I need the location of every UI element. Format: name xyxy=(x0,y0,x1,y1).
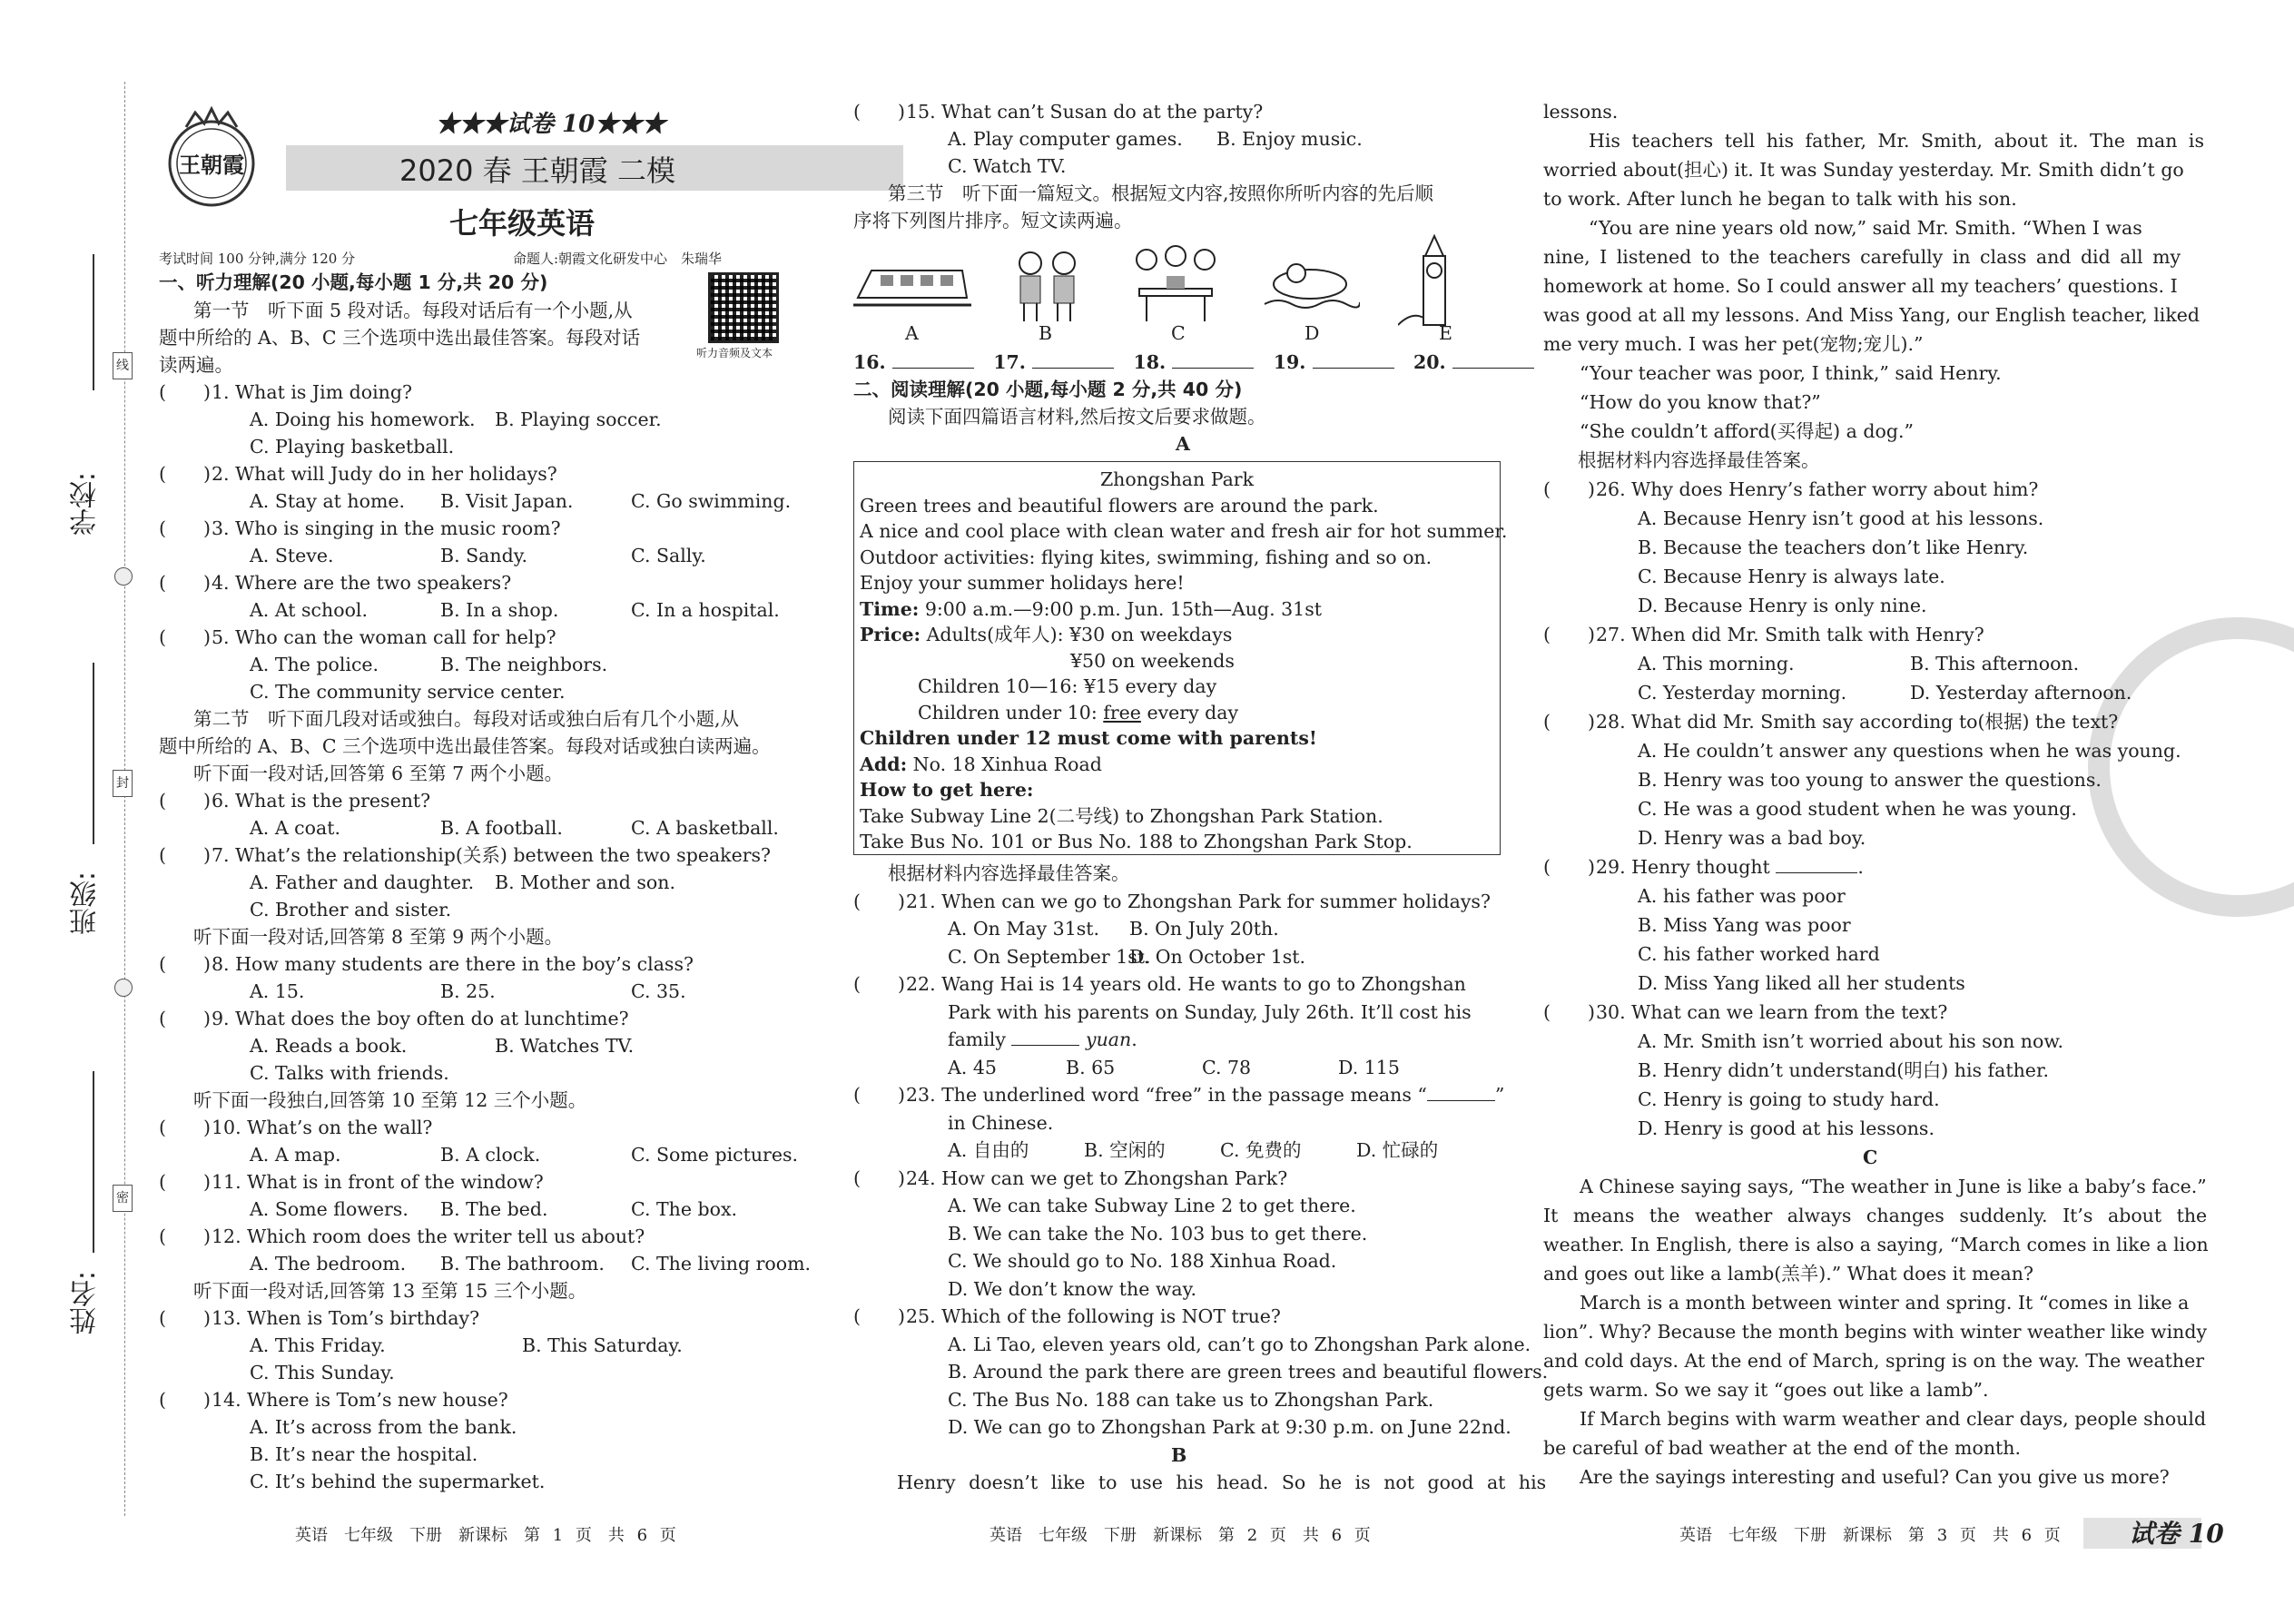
option-a[interactable]: A. Li Tao, eleven years old, can’t go to Zhongshan Park alone. xyxy=(948,1333,1531,1355)
part1-intro: 题中所给的 A、B、C 三个选项中选出最佳答案。每段对话 xyxy=(159,327,641,349)
exam-number: ★★★试卷 10★★★ xyxy=(436,111,666,138)
option-b[interactable]: B. This afternoon. xyxy=(1910,653,2080,674)
passage-b-text: “She couldn’t afford(买得起) a dog.” xyxy=(1580,420,1914,442)
author-info: 命题人:朝霞文化研发中心 朱瑞华 xyxy=(513,251,723,267)
exam-title: 2020 春 王朝霞 二模 xyxy=(399,153,675,188)
question-text: Park with his parents on Sunday, July 26th. It’ll cost his xyxy=(948,1000,1472,1023)
option-a[interactable]: A. A map. xyxy=(250,1144,341,1166)
passage-c-text: It means the weather always changes suddenly. It’s about the xyxy=(1543,1205,2208,1226)
qr-caption: 听力音频及文本 xyxy=(696,347,773,359)
page-footer: 英语 七年级 下册 新课标 第 1 页 共 6 页 xyxy=(295,1526,676,1545)
logo xyxy=(159,100,268,218)
option-a[interactable]: A. The bedroom. xyxy=(250,1253,407,1275)
passage-c-text: and goes out like a lamb(羔羊).” What does it mean? xyxy=(1543,1263,2033,1284)
unit-text: yuan xyxy=(1086,1029,1132,1050)
option-b[interactable]: B. Watches TV. xyxy=(495,1035,635,1057)
question-2: ( )2. What will Judy do in her holidays? xyxy=(159,463,557,485)
exam-subtitle: 七年级英语 xyxy=(449,206,596,241)
option-c[interactable]: C. 免费的 xyxy=(1220,1139,1302,1161)
option-a[interactable]: A. Stay at home. xyxy=(250,490,406,512)
question-text: 22. Wang Hai is 14 years old. He wants to go to Zhongshan xyxy=(906,973,1466,995)
question-text: 1. What is Jim doing? xyxy=(212,381,412,403)
passage-b-text: nine, I listened to the teachers carefully in class and did all my xyxy=(1543,246,2181,268)
option-b[interactable]: B. 65 xyxy=(1066,1056,1116,1078)
question-text: family yuan. xyxy=(948,1029,1137,1050)
binding-dashed-line xyxy=(124,82,125,1516)
picture-label-a: A xyxy=(905,322,919,344)
options xyxy=(159,978,812,1005)
question-29: ( )29. Henry thought . xyxy=(1543,856,1864,878)
passage-c-text: weather. In English, there is also a saying, “March comes in like a lion xyxy=(1543,1234,2209,1255)
question-text: in Chinese. xyxy=(948,1111,1054,1134)
option-c[interactable]: C. It’s behind the supermarket. xyxy=(250,1471,546,1492)
passage-b-label: B xyxy=(1171,1443,1187,1466)
question-25: ( )25. Which of the following is NOT true? xyxy=(853,1305,1281,1327)
passage-b-text: Henry doesn’t like to use his head. So he is not good at his xyxy=(897,1471,1547,1493)
option-a[interactable]: A. Play computer games. xyxy=(948,128,1183,150)
option-a[interactable]: A. his father was poor xyxy=(1638,885,1846,907)
option-c[interactable]: C. 78 xyxy=(1202,1056,1252,1078)
options xyxy=(159,1032,812,1059)
section-reading-title: 二、阅读理解(20 小题,每小题 2 分,共 40 分) xyxy=(853,379,1243,400)
page-footer: 英语 七年级 下册 新课标 第 3 页 共 6 页 xyxy=(1679,1526,2061,1545)
notice-label: How to get here: xyxy=(860,779,1034,801)
option-b[interactable]: B. Because the teachers don’t like Henry. xyxy=(1638,536,2029,558)
option-c[interactable]: C. Watch TV. xyxy=(948,155,1067,177)
option-d[interactable]: D. 115 xyxy=(1338,1056,1400,1078)
notice-line xyxy=(860,699,1494,725)
options xyxy=(159,869,812,896)
page-footer: 英语 七年级 下册 新课标 第 2 页 共 6 页 xyxy=(989,1526,1371,1545)
qr-code[interactable] xyxy=(708,272,779,343)
passage-b-text: lessons. xyxy=(1543,101,1619,123)
options xyxy=(159,406,812,433)
question-27: ( )27. When did Mr. Smith talk with Henry? xyxy=(1543,624,1984,645)
passage-c-text: lion”. Why? Because the month begins with winter weather like windy xyxy=(1543,1321,2208,1343)
question-text: 15. What can’t Susan do at the party? xyxy=(906,101,1264,123)
option-a[interactable]: A. Father and daughter. xyxy=(250,871,475,893)
question-1: ( )1. What is Jim doing? xyxy=(159,381,412,403)
question-text: 13. When is Tom’s birthday? xyxy=(212,1307,480,1329)
blank-label: 16. xyxy=(853,351,886,373)
option-c[interactable]: C. He was a good student when he was young. xyxy=(1638,798,2077,820)
option-b[interactable]: B. This Saturday. xyxy=(522,1334,683,1356)
options xyxy=(853,915,1507,943)
swimming-icon xyxy=(1260,248,1360,320)
picture-row xyxy=(853,234,1480,343)
listening-intro: 听下面一段对话,回答第 13 至第 15 三个小题。 xyxy=(193,1280,587,1302)
option-c[interactable]: C. The living room. xyxy=(631,1253,812,1275)
options xyxy=(853,943,1507,971)
notice-label: Time: xyxy=(860,597,920,620)
option-a[interactable]: A. A coat. xyxy=(250,817,340,839)
passage-c-label: C xyxy=(1863,1147,1878,1168)
options xyxy=(853,1054,1507,1082)
option-c[interactable]: C. 35. xyxy=(631,980,686,1002)
option-b[interactable]: B. A clock. xyxy=(440,1144,541,1166)
question-text: 26. Why does Henry’s father worry about him? xyxy=(1596,478,2039,500)
question-text: 3. Who is singing in the music room? xyxy=(212,517,561,539)
option-b[interactable]: B. Henry was too young to answer the questions. xyxy=(1638,769,2102,791)
option-a[interactable]: A. He couldn’t answer any questions when he was young. xyxy=(1638,740,2181,762)
question-11: ( )11. What is in front of the window? xyxy=(159,1171,544,1193)
question-30: ( )30. What can we learn from the text? xyxy=(1543,1001,1948,1023)
option-d[interactable]: D. On October 1st. xyxy=(1129,945,1306,968)
notice-title: Zhongshan Park xyxy=(1099,468,1255,490)
listening-intro: 听下面一段对话,回答第 8 至第 9 两个小题。 xyxy=(193,926,564,948)
option-a[interactable]: A. Reads a book. xyxy=(250,1035,408,1057)
clock-tower-icon xyxy=(1398,234,1471,330)
blank-label: 20. xyxy=(1413,351,1446,373)
part3-intro: 第三节 听下面一篇短文。根据短文内容,按照你所听内容的先后顺 xyxy=(888,182,1434,204)
option-a[interactable]: A. Doing his homework. xyxy=(250,408,476,430)
school-underline xyxy=(93,254,94,390)
option-a[interactable]: A. The police. xyxy=(250,654,379,675)
column-1 xyxy=(159,0,812,1624)
exam-tag: 试卷 10 xyxy=(2129,1519,2224,1549)
question-text: 27. When did Mr. Smith talk with Henry? xyxy=(1596,624,1984,645)
option-c[interactable]: C. Playing basketball. xyxy=(250,436,455,458)
question-list xyxy=(853,98,1507,234)
question-6: ( )6. What is the present? xyxy=(159,790,431,812)
question-text: 9. What does the boy often do at lunchtime? xyxy=(212,1008,629,1029)
question-9: ( )9. What does the boy often do at lunchtime? xyxy=(159,1008,629,1029)
picture-label-b: B xyxy=(1039,322,1053,344)
option-c[interactable]: C. We should go to No. 188 Xinhua Road. xyxy=(948,1250,1337,1272)
option-d[interactable]: D. We can go to Zhongshan Park at 9:30 p.m. on June 22nd. xyxy=(948,1416,1511,1438)
blank-label: 19. xyxy=(1273,351,1306,373)
question-24: ( )24. How can we get to Zhongshan Park? xyxy=(853,1166,1288,1189)
notice-price xyxy=(860,621,1494,647)
notice-text: every day xyxy=(1140,701,1239,723)
notice-time xyxy=(860,595,1494,622)
notice-line: Green trees and beautiful flowers are around the park. xyxy=(860,494,1379,517)
option-b[interactable]: B. 空闲的 xyxy=(1084,1139,1166,1161)
options xyxy=(1543,679,2201,708)
answer-blank-16[interactable] xyxy=(892,352,974,369)
question-14: ( )14. Where is Tom’s new house? xyxy=(159,1389,508,1411)
options xyxy=(159,542,812,569)
notice-line: Take Subway Line 2(二号线) to Zhongshan Park Station. xyxy=(860,804,1383,827)
option-a[interactable]: A. At school. xyxy=(250,599,368,621)
passage-c-text: Are the sayings interesting and useful? Can you give us more? xyxy=(1580,1466,2170,1488)
binding-hole xyxy=(114,567,133,586)
option-a[interactable]: A. Some flowers. xyxy=(250,1198,409,1220)
question-text: 5. Who can the woman call for help? xyxy=(212,626,556,648)
question-text: 29. Henry thought xyxy=(1596,856,1770,878)
option-d[interactable]: D. Henry was a bad boy. xyxy=(1638,827,1866,849)
passage-b-text: worried about(担心) it. It was Sunday yesterday. Mr. Smith didn’t go xyxy=(1543,159,2184,181)
option-c[interactable]: C. Some pictures. xyxy=(631,1144,799,1166)
notice-address xyxy=(860,751,1494,777)
option-c[interactable]: C. Because Henry is always late. xyxy=(1638,566,1945,587)
answer-blank[interactable] xyxy=(1427,1085,1495,1101)
passage-b-text: me very much. I was her pet(宠物;宠儿).” xyxy=(1543,333,1924,355)
notice-text: Children under 10: xyxy=(918,701,1104,723)
part2-intro: 听下面一段对话,回答第 6 至第 7 两个小题。 xyxy=(193,763,564,784)
option-c[interactable]: C. The box. xyxy=(631,1198,738,1220)
notice-line: A nice and cool place with clean water and fresh air for hot summer. xyxy=(860,520,1508,542)
option-a[interactable]: A. 15. xyxy=(250,980,305,1002)
answer-blanks xyxy=(853,349,1534,377)
class-label: 班级: xyxy=(70,871,102,936)
notice-line: Enjoy your summer holidays here! xyxy=(860,572,1185,594)
question-3: ( )3. Who is singing in the music room? xyxy=(159,517,561,539)
notice-label: Price: xyxy=(860,624,921,645)
question-text: 25. Which of the following is NOT true? xyxy=(906,1305,1281,1327)
option-b[interactable]: B. The neighbors. xyxy=(440,654,608,675)
options xyxy=(159,651,812,678)
question-28: ( )28. What did Mr. Smith say according to(根据) the text? xyxy=(1543,711,2119,733)
option-a[interactable]: A. This Friday. xyxy=(250,1334,386,1356)
question-22: ( )22. Wang Hai is 14 years old. He wants to go to Zhongshan xyxy=(853,973,1466,995)
part1-intro: 读两遍。 xyxy=(159,354,233,376)
option-b[interactable]: B. It’s near the hospital. xyxy=(250,1443,478,1465)
birthday-party-icon xyxy=(1130,243,1221,325)
blank-label: 17. xyxy=(993,351,1026,373)
option-a[interactable]: A. On May 31st. xyxy=(948,918,1100,940)
option-b[interactable]: B. In a shop. xyxy=(440,599,559,621)
exam-time-info: 考试时间 100 分钟,满分 120 分 xyxy=(159,251,356,267)
option-d[interactable]: D. 忙碌的 xyxy=(1356,1139,1439,1161)
options xyxy=(159,814,812,842)
option-c[interactable]: C. In a hospital. xyxy=(631,599,780,621)
picture-label-c: C xyxy=(1171,322,1186,344)
underlined-free: free xyxy=(1103,701,1141,723)
option-c[interactable]: C. Henry is going to study hard. xyxy=(1638,1088,1940,1110)
option-b[interactable]: B. The bed. xyxy=(440,1198,548,1220)
option-d[interactable]: D. We don’t know the way. xyxy=(948,1277,1196,1300)
logo-text: 王朝霞 xyxy=(179,152,244,178)
school-label: 学校: xyxy=(70,472,102,536)
question-5: ( )5. Who can the woman call for help? xyxy=(159,626,556,648)
option-c[interactable]: C. Talks with friends. xyxy=(250,1062,449,1084)
option-d[interactable]: D. Miss Yang liked all her students xyxy=(1638,972,1965,994)
option-c[interactable]: C. The community service center. xyxy=(250,681,566,703)
answer-blank[interactable] xyxy=(1011,1029,1079,1046)
question-text: 21. When can we go to Zhongshan Park for summer holidays? xyxy=(906,890,1491,912)
option-c[interactable]: C. Brother and sister. xyxy=(250,899,452,920)
notice-value: No. 18 Xinhua Road xyxy=(907,753,1102,775)
answer-blank-19[interactable] xyxy=(1313,352,1394,369)
passage-b-text: “Your teacher was poor, I think,” said Henry. xyxy=(1580,362,2002,384)
train-icon xyxy=(853,261,971,316)
options xyxy=(159,487,812,515)
seal-seal-marker: 封 xyxy=(113,770,133,797)
part2-intro: 题中所给的 A、B、C 三个选项中选出最佳答案。每段对话或独白读两遍。 xyxy=(159,735,771,757)
question-text: 11. What is in front of the window? xyxy=(212,1171,544,1193)
question-13: ( )13. When is Tom’s birthday? xyxy=(159,1307,480,1329)
question-text: 10. What’s on the wall? xyxy=(212,1117,433,1138)
option-c[interactable]: C. On September 1st. xyxy=(948,945,1151,968)
passage-c-text: A Chinese saying says, “The weather in June is like a baby’s face.” xyxy=(1580,1176,2207,1197)
listening-intro: 听下面一段独白,回答第 10 至第 12 三个小题。 xyxy=(193,1089,587,1111)
options xyxy=(159,1332,812,1359)
option-b[interactable]: B. Around the park there are green trees and beautiful flowers. xyxy=(948,1361,1549,1383)
option-b[interactable]: B. 25. xyxy=(440,980,496,1002)
option-c[interactable]: C. Go swimming. xyxy=(631,490,792,512)
options xyxy=(159,1196,812,1223)
name-underline xyxy=(93,1071,94,1253)
passage-c-text: gets warm. So we say it “goes out like a lamb”. xyxy=(1543,1379,1989,1401)
column-2 xyxy=(853,0,1549,1624)
question-10: ( )10. What’s on the wall? xyxy=(159,1117,433,1138)
picture-label-e: E xyxy=(1439,322,1452,344)
option-b[interactable]: B. The bathroom. xyxy=(440,1253,605,1275)
option-a[interactable]: A. We can take Subway Line 2 to get there. xyxy=(948,1195,1356,1216)
part2-intro: 第二节 听下面几段对话或独白。每段对话或独白后有几个小题,从 xyxy=(193,708,740,730)
option-a[interactable]: A. 自由的 xyxy=(948,1139,1029,1161)
question-text: 7. What’s the relationship(关系) between the two speakers? xyxy=(212,844,772,866)
answer-blank-20[interactable] xyxy=(1452,352,1534,369)
option-c[interactable]: C. A basketball. xyxy=(631,817,779,839)
question-text: 30. What can we learn from the text? xyxy=(1596,1001,1948,1023)
option-a[interactable]: A. Mr. Smith isn’t worried about his son now. xyxy=(1638,1030,2063,1052)
option-b[interactable]: B. Henry didn’t understand(明白) his father. xyxy=(1638,1059,2050,1081)
option-c[interactable]: C. his father worked hard xyxy=(1638,943,1880,965)
question-text: 6. What is the present? xyxy=(212,790,431,812)
passage-b-text: to work. After lunch he began to talk with his son. xyxy=(1543,188,2017,210)
notice-value: 9:00 a.m.—9:00 p.m. Jun. 15th—Aug. 31st xyxy=(919,597,1322,620)
option-b[interactable]: B. Mother and son. xyxy=(495,871,675,893)
question-7: ( )7. What’s the relationship(关系) between the two speakers? xyxy=(159,844,772,866)
option-b[interactable]: B. We can take the No. 103 bus to get there. xyxy=(948,1222,1368,1245)
picture-label-d: D xyxy=(1305,322,1320,344)
column-3 xyxy=(1543,0,2224,1624)
options xyxy=(853,125,1507,153)
passage-b-text: was good at all my lessons. And Miss Yang, our English teacher, liked xyxy=(1543,304,2200,326)
zhongshan-park-notice xyxy=(853,461,1508,855)
options xyxy=(853,1137,1507,1165)
option-b[interactable]: B. A football. xyxy=(440,817,563,839)
option-b[interactable]: B. Visit Japan. xyxy=(440,490,574,512)
question-text: 8. How many students are there in the boy’s class? xyxy=(212,953,694,975)
answer-blank[interactable] xyxy=(1776,857,1857,873)
passage-c-text: March is a month between winter and spring. It “comes in like a xyxy=(1580,1292,2190,1314)
options xyxy=(159,1141,812,1168)
question-text: 14. Where is Tom’s new house? xyxy=(212,1389,508,1411)
option-c[interactable]: C. The Bus No. 188 can take us to Zhongshan Park. xyxy=(948,1388,1434,1411)
option-b[interactable]: B. Playing soccer. xyxy=(495,408,662,430)
class-underline xyxy=(93,663,94,844)
option-c[interactable]: C. Sally. xyxy=(631,545,706,566)
part1-intro: 第一节 听下面 5 段对话。每段对话后有一个小题,从 xyxy=(193,300,633,321)
question-23: ( )23. The underlined word “free” in the passage means “ ” xyxy=(853,1084,1505,1106)
options xyxy=(1543,650,2201,679)
option-d[interactable]: D. Because Henry is only nine. xyxy=(1638,595,1927,616)
option-c[interactable]: C. This Sunday. xyxy=(250,1362,395,1383)
options xyxy=(159,1250,812,1277)
question-4: ( )4. Where are the two speakers? xyxy=(159,572,512,594)
option-b[interactable]: B. On July 20th. xyxy=(1129,918,1279,940)
question-8: ( )8. How many students are there in the boy’s class? xyxy=(159,953,694,975)
notice-value: Adults(成年人): ¥30 on weekdays xyxy=(921,624,1233,645)
option-a[interactable]: A. It’s across from the bank. xyxy=(250,1416,517,1438)
notice-line: Outdoor activities: flying kites, swimming, fishing and so on. xyxy=(860,546,1433,568)
binding-hole xyxy=(114,979,133,997)
option-b[interactable]: B. Miss Yang was poor xyxy=(1638,914,1851,936)
question-15: ( )15. What can’t Susan do at the party? xyxy=(853,101,1264,123)
question-12: ( )12. Which room does the writer tell us about? xyxy=(159,1225,645,1247)
question-list xyxy=(159,379,812,1495)
passage-a-label: A xyxy=(1176,433,1190,455)
option-b[interactable]: B. Enjoy music. xyxy=(1216,128,1363,150)
passage-c-text: be careful of bad weather at the end of the month. xyxy=(1543,1437,2022,1459)
notice-line: ¥50 on weekends xyxy=(1070,649,1235,672)
question-text: 28. What did Mr. Smith say according to(根据) the text? xyxy=(1596,711,2119,733)
option-d[interactable]: D. Henry is good at his lessons. xyxy=(1638,1117,1935,1139)
notice-line: Children 10—16: ¥15 every day xyxy=(918,675,1217,697)
question-text: 2. What will Judy do in her holidays? xyxy=(212,463,557,485)
passage-b-text: “How do you know that?” xyxy=(1580,391,1821,413)
section-listening-title: 一、听力理解(20 小题,每小题 1 分,共 20 分) xyxy=(159,271,548,293)
answer-blank-18[interactable] xyxy=(1172,352,1254,369)
option-a[interactable]: A. This morning. xyxy=(1638,653,1795,674)
question-text: family xyxy=(948,1029,1006,1050)
question-21: ( )21. When can we go to Zhongshan Park for summer holidays? xyxy=(853,890,1491,912)
children-talking-icon xyxy=(1008,243,1089,325)
option-a[interactable]: A. 45 xyxy=(948,1056,997,1078)
choose-intro: 根据材料内容选择最佳答案。 xyxy=(888,862,1130,884)
reading-intro: 阅读下面四篇语言材料,然后按文后要求做题。 xyxy=(888,406,1266,428)
option-b[interactable]: B. Sandy. xyxy=(440,545,528,566)
question-text: 24. How can we get to Zhongshan Park? xyxy=(906,1166,1288,1189)
notice-warning: Children under 12 must come with parents! xyxy=(860,727,1317,749)
passage-b-text: homework at home. So I could answer all my teachers’ questions. I xyxy=(1543,275,2178,297)
passage-b-text: “You are nine years old now,” said Mr. Smith. “When I was xyxy=(1589,217,2142,239)
question-26: ( )26. Why does Henry’s father worry about him? xyxy=(1543,478,2039,500)
notice-line: Take Bus No. 101 or Bus No. 188 to Zhongshan Park Stop. xyxy=(860,831,1413,852)
answer-blank-17[interactable] xyxy=(1032,352,1114,369)
part3-intro: 序将下列图片排序。短文读两遍。 xyxy=(853,210,1133,231)
option-a[interactable]: A. Steve. xyxy=(250,545,334,566)
seal-secret-marker: 密 xyxy=(113,1185,133,1212)
passage-b-text: His teachers tell his father, Mr. Smith, about it. The man is xyxy=(1589,130,2205,152)
blank-label: 18. xyxy=(1133,351,1167,373)
question-text: 12. Which room does the writer tell us about? xyxy=(212,1225,645,1247)
choose-intro: 根据材料内容选择最佳答案。 xyxy=(1578,449,1820,471)
option-a[interactable]: A. Because Henry isn’t good at his lessons. xyxy=(1638,507,2044,529)
option-c[interactable]: C. Yesterday morning. xyxy=(1638,682,1847,704)
question-text: 23. The underlined word “free” in the passage means “ xyxy=(906,1084,1427,1106)
passage-c-text: If March begins with warm weather and clear days, people should xyxy=(1580,1408,2207,1430)
seal-line-marker: 线 xyxy=(113,352,133,379)
options xyxy=(159,596,812,624)
question-text: 4. Where are the two speakers? xyxy=(212,572,512,594)
passage-b xyxy=(1543,98,2209,1492)
passage-c-text: and cold days. At the end of March, spring is on the way. The weather xyxy=(1543,1350,2205,1372)
question-text: ” xyxy=(1494,1084,1505,1106)
name-label: 姓名: xyxy=(70,1271,102,1335)
option-d[interactable]: D. Yesterday afternoon. xyxy=(1910,682,2132,704)
question-list xyxy=(853,860,1549,1497)
notice-label: Add: xyxy=(860,753,908,775)
